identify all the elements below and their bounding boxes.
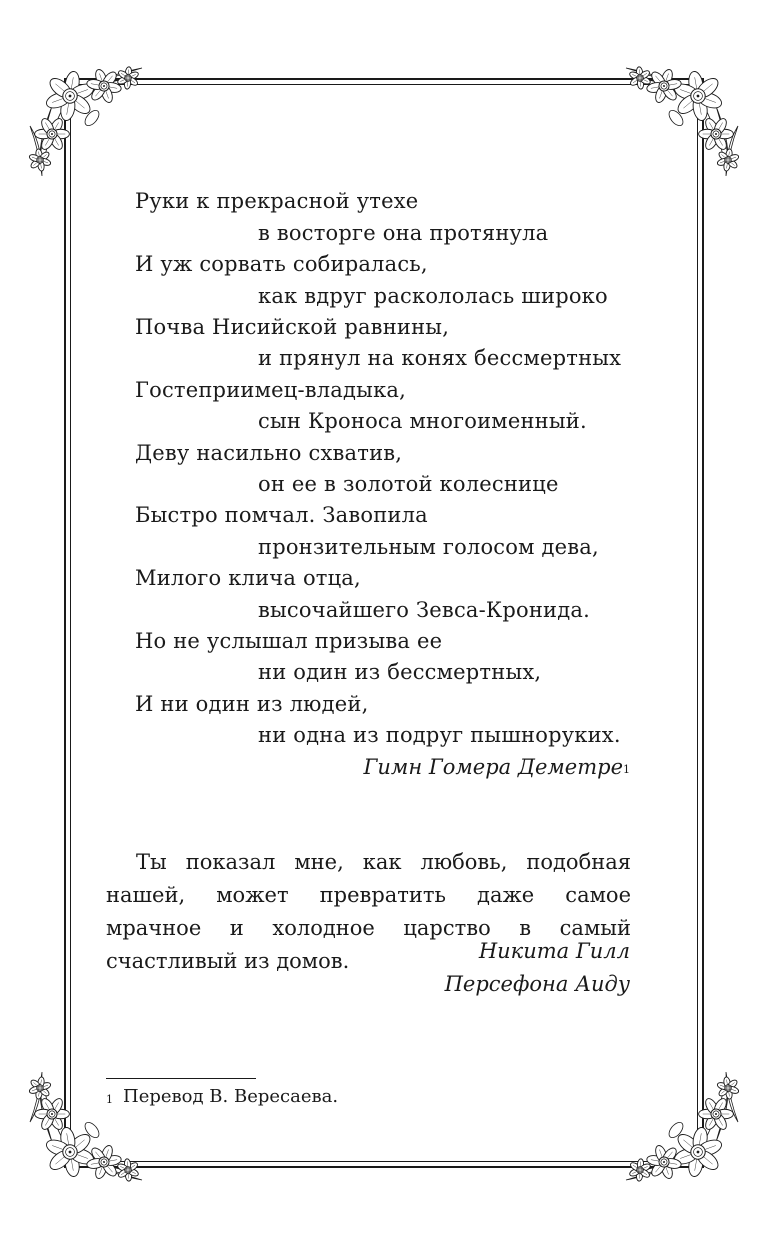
poem-line: Деву насильно схватив, xyxy=(135,441,403,465)
footnote xyxy=(106,1084,338,1110)
poem-line: Быстро помчал. Завопила xyxy=(135,503,428,527)
poem-line: Милого клича отца, xyxy=(135,566,361,590)
footnote-text: Перевод В. Вересаева. xyxy=(123,1086,339,1107)
poem-line: Но не услышал призыва ее xyxy=(135,629,443,653)
poem-line: Руки к прекрасной утехе xyxy=(135,189,419,213)
poem-line: сын Кроноса многоименный. xyxy=(258,409,587,433)
poem-line: ни одна из подруг пышноруких. xyxy=(258,723,621,747)
daffodil-corner-top-right-icon xyxy=(616,56,746,186)
footnote-marker: 1 xyxy=(623,763,630,776)
poem-line: И ни один из людей, xyxy=(135,692,369,716)
dedication-text: Ты показал мне, как любовь, подобная нашей, может превратить даже самое мрачное и холодное царство в самый счастливый из домов. xyxy=(106,850,631,973)
poem-line: он ее в золотой колеснице xyxy=(258,472,559,496)
dedication-author: Никита Гилл xyxy=(478,939,630,963)
dedication-work: Персефона Аиду xyxy=(444,972,630,996)
poem-line: Гостеприимец-владыка, xyxy=(135,378,406,402)
daffodil-corner-bottom-right-icon xyxy=(616,1062,746,1192)
poem-line: высочайшего Зевса-Кронида. xyxy=(258,598,590,622)
poem-line: И уж сорвать собиралась, xyxy=(135,252,428,276)
citation-text: Гимн Гомера Деметре xyxy=(363,755,623,779)
poem-line: пронзительным голосом дева, xyxy=(258,535,599,559)
poem-line: и прянул на конях бессмертных xyxy=(258,346,622,370)
poem-citation xyxy=(364,752,631,783)
footnote-separator xyxy=(106,1078,256,1079)
poem-line: как вдруг раскололась широко xyxy=(258,284,608,308)
poem-line: ни один из бессмертных, xyxy=(258,660,542,684)
daffodil-corner-top-left-icon xyxy=(22,56,152,186)
poem-line: в восторге она протянула xyxy=(258,221,549,245)
daffodil-corner-bottom-left-icon xyxy=(22,1062,152,1192)
poem-line: Почва Нисийской равнины, xyxy=(135,315,450,339)
footnote-number: 1 xyxy=(106,1093,113,1106)
